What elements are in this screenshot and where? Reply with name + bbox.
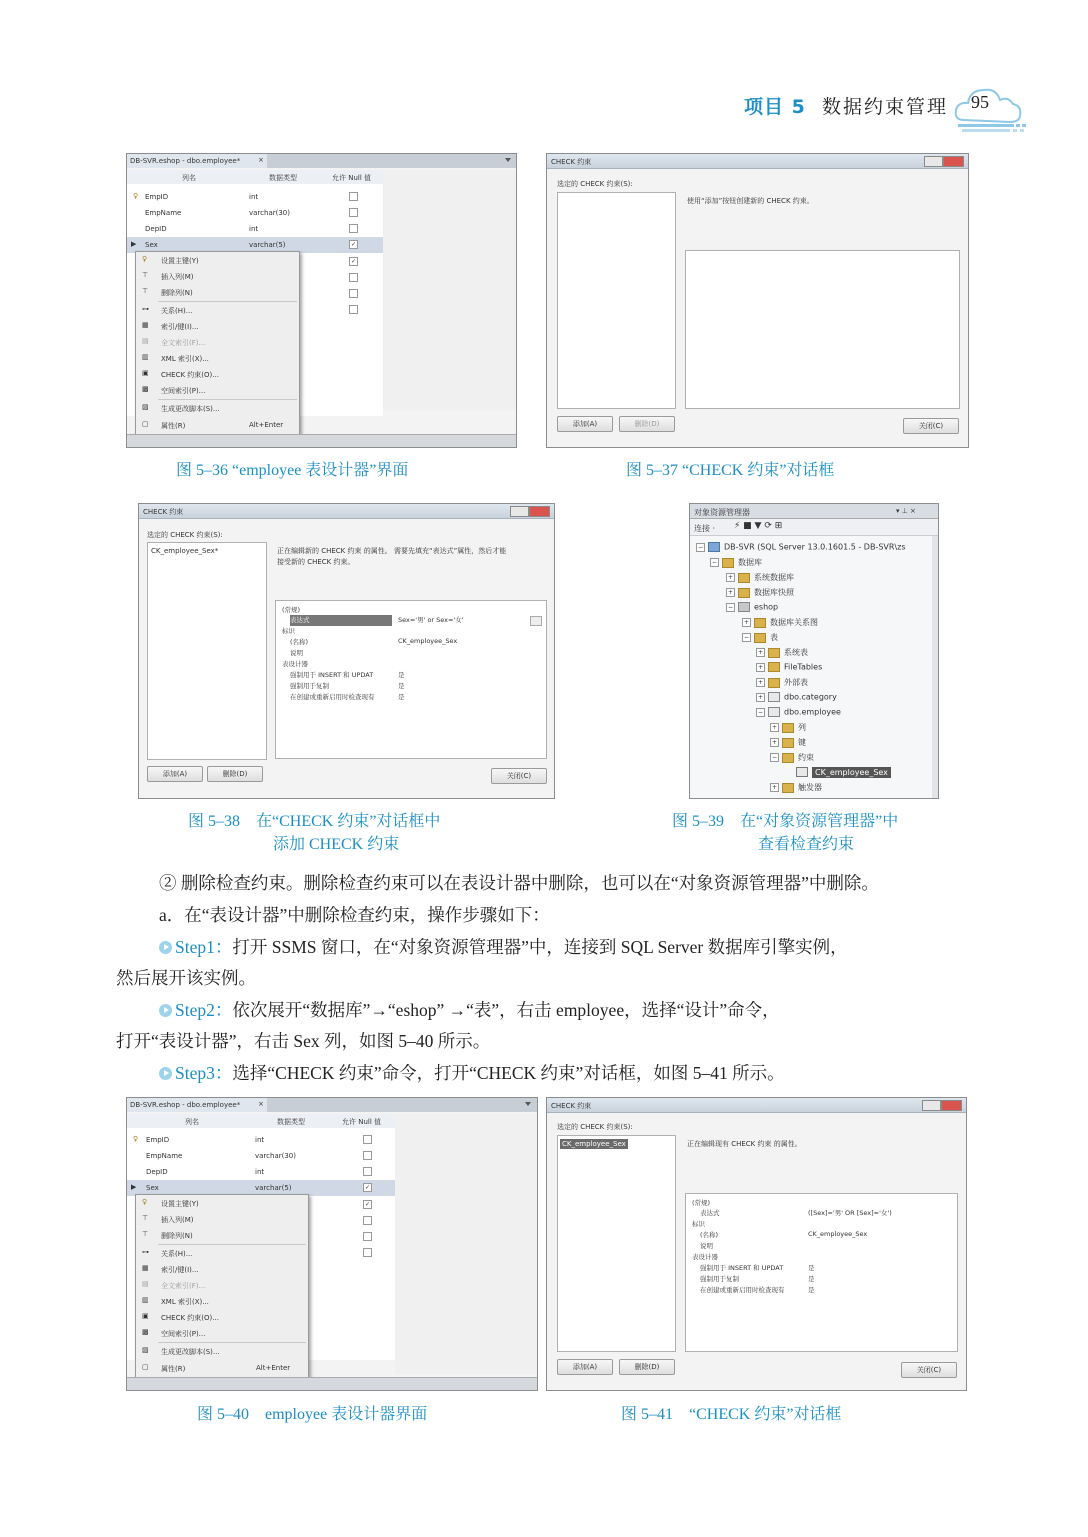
caption-fig40: 图 5–40 employee 表设计器界面 xyxy=(197,1406,428,1423)
help-button[interactable] xyxy=(510,506,529,517)
row-type: varchar(5) xyxy=(249,241,286,249)
tree-node-constraints[interactable]: − 约束 xyxy=(771,753,814,762)
menu-item-delete-column[interactable]: ⊤ 删除列(N) xyxy=(142,287,193,297)
list-item-selected[interactable]: CK_employee_Sex xyxy=(562,1140,626,1148)
caption-fig38-line1: 图 5–38 在“CHECK 约束”对话框中 xyxy=(188,813,441,830)
step1-line xyxy=(159,934,848,959)
key-icon: ♀ xyxy=(142,1198,148,1206)
tree-node-category[interactable]: + dbo.category xyxy=(757,692,837,702)
window-buttons xyxy=(510,506,550,515)
allow-null-checkbox[interactable] xyxy=(349,273,358,282)
table-row[interactable] xyxy=(127,1164,395,1180)
page-number: 95 xyxy=(971,92,989,112)
expression-row[interactable] xyxy=(280,615,542,626)
allow-null-checkbox[interactable] xyxy=(349,224,358,233)
row-type: varchar(30) xyxy=(249,209,290,217)
menu-item-generate-script[interactable]: ▨ 生成更改脚本(S)... xyxy=(142,403,220,413)
close-icon[interactable]: × xyxy=(258,1100,264,1108)
dialog-titlebar xyxy=(139,504,554,519)
step3-label: Step3： xyxy=(175,1063,233,1083)
designer-tab-label: DB-SVR.eshop - dbo.employee* xyxy=(130,1101,241,1109)
name-value[interactable]: CK_employee_Sex xyxy=(398,637,458,645)
row-type: varchar(5) xyxy=(255,1184,292,1192)
enforce-replication-key: 强制用于复制 xyxy=(700,1275,739,1283)
list-label: 选定的 CHECK 约束(S): xyxy=(147,531,223,539)
property-grid[interactable] xyxy=(685,1193,958,1352)
ellipsis-button[interactable] xyxy=(530,616,542,626)
relationship-icon: ⊶ xyxy=(142,1248,149,1256)
explorer-toolbar xyxy=(690,519,938,536)
window-buttons xyxy=(924,156,964,165)
menu-item-insert-column[interactable]: ⊤ 插入列(M) xyxy=(142,1214,194,1224)
explorer-title: 对象资源管理器 xyxy=(694,508,750,517)
caption-fig39-line1: 图 5–39 在“对象资源管理器”中 xyxy=(672,813,899,830)
section-identity: 标识 xyxy=(692,1220,705,1228)
section-general: (常规) xyxy=(692,1199,711,1207)
step3-line xyxy=(159,1060,785,1085)
dropdown-arrow-icon[interactable] xyxy=(505,158,511,162)
allow-null-checkbox[interactable] xyxy=(349,192,358,201)
menu-item-set-primary-key[interactable]: ♀ 设置主键(Y) xyxy=(142,1198,199,1208)
row-name: DepID xyxy=(145,225,167,233)
header-title: 数据约束管理 xyxy=(822,96,949,118)
delete-column-icon: ⊤ xyxy=(142,287,149,295)
script-icon: ▨ xyxy=(142,1346,149,1354)
menu-item-set-primary-key[interactable]: ♀ 设置主键(Y) xyxy=(142,255,199,265)
section-general: (常规) xyxy=(282,606,301,614)
col-name-header: 列名 xyxy=(185,1118,199,1126)
allow-null-checkbox[interactable] xyxy=(349,289,358,298)
index-icon: ▦ xyxy=(142,321,149,329)
step-arrow-icon xyxy=(159,1004,172,1017)
step3-text: 选择“CHECK 约束”命令，打开“CHECK 约束”对话框，如图 5–41 所示。 xyxy=(232,1063,785,1083)
table-designer-screenshot-2 xyxy=(126,1097,538,1391)
tree-node-external[interactable]: + 外部表 xyxy=(757,678,808,687)
constraint-list[interactable] xyxy=(147,542,267,760)
col-name-header: 列名 xyxy=(182,174,196,182)
allow-null-checkbox[interactable] xyxy=(363,1216,372,1225)
dropdown-arrow-icon[interactable] xyxy=(525,1102,531,1106)
check-constraint-icon: ▣ xyxy=(142,369,149,377)
dialog-titlebar xyxy=(547,154,968,169)
object-explorer-screenshot xyxy=(689,503,939,799)
menu-item-relationships[interactable]: ⊶ 关系(H)... xyxy=(142,305,193,315)
property-grid[interactable] xyxy=(275,600,547,759)
col-type-header: 数据类型 xyxy=(277,1118,305,1126)
tree-node-systables[interactable]: + 系统表 xyxy=(757,648,808,657)
designer-header-row xyxy=(127,1114,395,1129)
row-pointer-icon: ▶ xyxy=(131,1183,137,1191)
toolbar-icons[interactable]: ⚡ ■ ▼ ⟳ ⊞ xyxy=(734,521,783,531)
enforce-insert-value[interactable]: 是 xyxy=(808,1264,815,1272)
check-existing-key: 在创建或重新启用时检查现有 xyxy=(290,693,375,701)
designer-tab-label: DB-SVR.eshop - dbo.employee* xyxy=(130,157,241,165)
enforce-insert-key: 强制用于 INSERT 和 UPDAT xyxy=(700,1264,784,1272)
xml-index-icon: ▥ xyxy=(142,1296,149,1304)
help-button[interactable] xyxy=(922,1100,941,1111)
check-existing-key: 在创建或重新启用时检查现有 xyxy=(700,1286,785,1294)
description-key: 说明 xyxy=(290,649,303,657)
menu-item-delete-column[interactable]: ⊤ 删除列(N) xyxy=(142,1230,193,1240)
tree-node-ck-employee-sex[interactable]: CK_employee_Sex xyxy=(796,767,891,782)
table-row[interactable] xyxy=(127,221,383,237)
row-name: EmpID xyxy=(145,193,169,201)
caption-fig36: 图 5–36 “employee 表设计器”界面 xyxy=(176,462,409,479)
menu-item-check-constraints[interactable]: ▣ CHECK 约束(O)... xyxy=(142,369,219,379)
step2-continuation: 打开“表设计器”，右击 Sex 列，如图 5–40 所示。 xyxy=(116,1031,491,1051)
allow-null-checkbox[interactable] xyxy=(363,1135,372,1144)
fulltext-index-icon: ▤ xyxy=(142,1280,149,1288)
dialog-title: CHECK 约束 xyxy=(551,1102,592,1110)
expression-row[interactable] xyxy=(690,1208,953,1219)
table-designer-screenshot xyxy=(126,153,517,448)
allow-null-checkbox[interactable] xyxy=(363,1248,372,1257)
enforce-replication-value[interactable]: 是 xyxy=(398,682,405,690)
fulltext-index-icon: ▤ xyxy=(142,337,149,345)
allow-null-checkbox[interactable] xyxy=(363,1167,372,1176)
section-designer: 表设计器 xyxy=(692,1253,718,1261)
window-buttons xyxy=(922,1100,962,1109)
check-constraint-icon: ▣ xyxy=(142,1312,149,1320)
designer-tab[interactable] xyxy=(127,1098,268,1112)
constraint-list[interactable] xyxy=(557,192,676,409)
close-window-button[interactable] xyxy=(529,506,550,517)
insert-column-icon: ⊤ xyxy=(142,271,149,279)
expression-key: 表达式 xyxy=(290,616,310,624)
row-name: EmpID xyxy=(146,1136,170,1144)
paragraph-delete-check: ② 删除检查约束。删除检查约束可以在表设计器中删除，也可以在“对象资源管理器”中删除。 xyxy=(159,873,879,893)
hint-text: 正在编辑现有 CHECK 约束 的属性。 xyxy=(687,1140,802,1148)
add-button[interactable]: 添加(A) xyxy=(147,766,203,782)
menu-item-properties[interactable]: ▢ 属性(R) Alt+Enter xyxy=(142,1363,291,1373)
check-existing-value[interactable]: 是 xyxy=(398,693,405,701)
close-window-button[interactable] xyxy=(941,1100,962,1111)
key-icon: ♀ xyxy=(142,255,148,263)
close-icon[interactable]: × xyxy=(258,156,264,164)
row-name: Sex xyxy=(145,241,158,249)
tree-node-tables[interactable]: − 表 xyxy=(743,633,778,642)
row-type: int xyxy=(249,225,259,233)
check-dialog-new-screenshot xyxy=(138,503,555,799)
key-icon: ♀ xyxy=(133,1135,139,1143)
paragraph-designer-steps: a．在“表设计器”中删除检查约束，操作步骤如下： xyxy=(159,905,550,925)
table-row[interactable] xyxy=(127,189,383,205)
menu-item-generate-script[interactable]: ▨ 生成更改脚本(S)... xyxy=(142,1346,220,1356)
expression-key: 表达式 xyxy=(700,1209,720,1217)
section-designer: 表设计器 xyxy=(282,660,308,668)
add-button[interactable]: 添加(A) xyxy=(557,1359,613,1375)
table-row[interactable] xyxy=(127,1148,395,1164)
dialog-titlebar xyxy=(547,1098,966,1113)
row-name: Sex xyxy=(146,1184,159,1192)
menu-item-relationships[interactable]: ⊶ 关系(H)... xyxy=(142,1248,193,1258)
row-name: DepID xyxy=(146,1168,168,1176)
connect-button[interactable]: 连接 · xyxy=(694,524,716,533)
close-window-button[interactable] xyxy=(943,156,964,167)
expression-value[interactable]: Sex='男' or Sex='女' xyxy=(398,616,464,624)
menu-item-fulltext-index[interactable]: ▤ 全文索引(F)... xyxy=(142,337,206,347)
spatial-index-icon: ▩ xyxy=(142,385,149,393)
enforce-replication-key: 强制用于复制 xyxy=(290,682,329,690)
tree-node-databases[interactable]: − 数据库 xyxy=(711,558,762,567)
close-button[interactable]: 关闭(C) xyxy=(901,1362,957,1378)
enforce-replication-value[interactable]: 是 xyxy=(808,1275,815,1283)
insert-column-icon: ⊤ xyxy=(142,1214,149,1222)
delete-button[interactable]: 删除(D) xyxy=(619,416,675,432)
step2-text: 依次展开“数据库”→“eshop” →“表”，右击 employee，选择“设计”命令， xyxy=(232,1000,780,1020)
explorer-scrollbar[interactable] xyxy=(932,536,938,798)
row-name: EmpName xyxy=(146,1152,183,1160)
check-dialog-empty-screenshot xyxy=(546,153,969,448)
step-arrow-icon xyxy=(159,1067,172,1080)
row-name: EmpName xyxy=(145,209,182,217)
allow-null-checkbox[interactable] xyxy=(349,305,358,314)
tree-node-keys[interactable]: + 键 xyxy=(771,738,806,747)
list-item[interactable]: CK_employee_Sex* xyxy=(151,547,219,555)
row-type: int xyxy=(249,193,259,201)
property-grid[interactable] xyxy=(685,250,960,409)
row-type: varchar(30) xyxy=(255,1152,296,1160)
table-row[interactable] xyxy=(127,1132,395,1148)
hint-text-line2: 接受新的 CHECK 约束。 xyxy=(277,558,355,566)
menu-item-check-constraints[interactable]: ▣ CHECK 约束(O)... xyxy=(142,1312,219,1322)
caption-fig38-line2: 添加 CHECK 约束 xyxy=(273,836,400,853)
row-pointer-icon: ▶ xyxy=(131,240,137,248)
menu-item-indexes-keys[interactable]: ▦ 索引/键(I)... xyxy=(142,321,199,331)
allow-null-checkbox[interactable] xyxy=(363,1151,372,1160)
explorer-titlebar xyxy=(690,504,938,519)
allow-null-checkbox[interactable] xyxy=(349,208,358,217)
step1-text: 打开 SSMS 窗口，在“对象资源管理器”中，连接到 SQL Server 数据库引擎实例， xyxy=(232,937,848,957)
close-button[interactable]: 关闭(C) xyxy=(903,418,959,434)
relationship-icon: ⊶ xyxy=(142,305,149,313)
delete-button[interactable]: 删除(D) xyxy=(207,766,263,782)
list-label: 选定的 CHECK 约束(S): xyxy=(557,180,633,188)
menu-item-indexes-keys[interactable]: ▦ 索引/键(I)... xyxy=(142,1264,199,1274)
tree-node-eshop[interactable]: − eshop xyxy=(727,602,779,612)
menu-item-spatial-index[interactable]: ▩ 空间索引(P)... xyxy=(142,385,206,395)
constraint-list[interactable] xyxy=(557,1135,676,1352)
expression-value[interactable]: ([Sex]='男' OR [Sex]='女') xyxy=(808,1209,892,1217)
row-type: int xyxy=(255,1136,265,1144)
script-icon: ▨ xyxy=(142,403,149,411)
col-null-header: 允许 Null 值 xyxy=(332,174,372,182)
name-value[interactable]: CK_employee_Sex xyxy=(808,1230,868,1238)
help-button[interactable] xyxy=(924,156,943,167)
delete-column-icon: ⊤ xyxy=(142,1230,149,1238)
col-type-header: 数据类型 xyxy=(269,174,297,182)
menu-item-spatial-index[interactable]: ▩ 空间索引(P)... xyxy=(142,1328,206,1338)
enforce-insert-key: 强制用于 INSERT 和 UPDAT xyxy=(290,671,374,679)
dialog-title: CHECK 约束 xyxy=(143,508,184,516)
step2-line xyxy=(159,997,780,1022)
allow-null-checkbox-checked[interactable]: ✓ xyxy=(350,258,357,265)
check-dialog-existing-screenshot xyxy=(546,1097,967,1391)
list-label: 选定的 CHECK 约束(S): xyxy=(557,1123,633,1131)
step2-label: Step2： xyxy=(175,1000,233,1020)
allow-null-checkbox-checked[interactable]: ✓ xyxy=(364,1201,371,1208)
tree-node-columns[interactable]: + 列 xyxy=(771,723,806,732)
hint-text-line1: 正在编辑新的 CHECK 约束 的属性。 需要先填充“表达式”属性，然后才能 xyxy=(277,547,507,555)
tree-node-filetables[interactable]: + FileTables xyxy=(757,662,823,672)
name-key: (名称) xyxy=(290,638,309,646)
menu-item-xml-index[interactable]: ▥ XML 索引(X)... xyxy=(142,1296,209,1306)
check-existing-value[interactable]: 是 xyxy=(808,1286,815,1294)
description-key: 说明 xyxy=(700,1242,713,1250)
designer-header-row xyxy=(127,170,383,185)
menu-item-fulltext-index[interactable]: ▤ 全文索引(F)... xyxy=(142,1280,206,1290)
tree-node-sysdb[interactable]: + 系统数据库 xyxy=(727,573,794,582)
caption-fig39-line2: 查看检查约束 xyxy=(758,836,855,853)
table-row[interactable] xyxy=(127,205,383,221)
xml-index-icon: ▥ xyxy=(142,353,149,361)
tree-node-triggers[interactable]: + 触发器 xyxy=(771,783,822,792)
header-project: 项目 5 xyxy=(744,96,806,118)
name-key: (名称) xyxy=(700,1231,719,1239)
caption-fig41: 图 5–41 “CHECK 约束”对话框 xyxy=(621,1406,842,1423)
hint-text: 使用“添加”按钮创建新的 CHECK 约束。 xyxy=(687,197,814,205)
tree-node-diagrams[interactable]: + 数据库关系图 xyxy=(743,618,818,627)
pin-close-icons[interactable]: ▾ ⊥ × xyxy=(896,507,916,515)
enforce-insert-value[interactable]: 是 xyxy=(398,671,405,679)
index-icon: ▦ xyxy=(142,1264,149,1272)
designer-scrollbar[interactable] xyxy=(127,1377,537,1391)
section-identity: 标识 xyxy=(282,627,295,635)
tree-node-snapshots[interactable]: + 数据库快照 xyxy=(727,588,794,597)
allow-null-checkbox-checked[interactable]: ✓ xyxy=(364,1184,371,1191)
step1-label: Step1： xyxy=(175,937,233,957)
tree-node-employee[interactable]: − dbo.employee xyxy=(757,707,841,717)
spatial-index-icon: ▩ xyxy=(142,1328,149,1336)
designer-scrollbar[interactable] xyxy=(127,434,516,448)
properties-icon: ▢ xyxy=(142,1363,149,1371)
key-icon: ♀ xyxy=(133,192,139,200)
menu-item-xml-index[interactable]: ▥ XML 索引(X)... xyxy=(142,353,209,363)
designer-tab[interactable] xyxy=(127,154,268,168)
allow-null-checkbox-checked[interactable]: ✓ xyxy=(350,241,357,248)
col-null-header: 允许 Null 值 xyxy=(342,1118,382,1126)
menu-item-properties[interactable]: ▢ 属性(R) Alt+Enter xyxy=(142,420,284,430)
context-menu xyxy=(135,1194,309,1380)
properties-icon: ▢ xyxy=(142,420,149,428)
delete-button[interactable]: 删除(D) xyxy=(619,1359,675,1375)
tree-node-server[interactable]: − DB-SVR (SQL Server 13.0.1601.5 - DB-SVR\zs xyxy=(697,542,906,552)
allow-null-checkbox[interactable] xyxy=(363,1232,372,1241)
context-menu xyxy=(135,251,300,436)
step-arrow-icon xyxy=(159,941,172,954)
dialog-title: CHECK 约束 xyxy=(551,158,592,166)
caption-fig37: 图 5–37 “CHECK 约束”对话框 xyxy=(626,462,835,479)
add-button[interactable]: 添加(A) xyxy=(557,416,613,432)
row-type: int xyxy=(255,1168,265,1176)
step1-continuation: 然后展开该实例。 xyxy=(116,968,256,988)
menu-item-insert-column[interactable]: ⊤ 插入列(M) xyxy=(142,271,194,281)
close-button[interactable]: 关闭(C) xyxy=(491,768,547,784)
